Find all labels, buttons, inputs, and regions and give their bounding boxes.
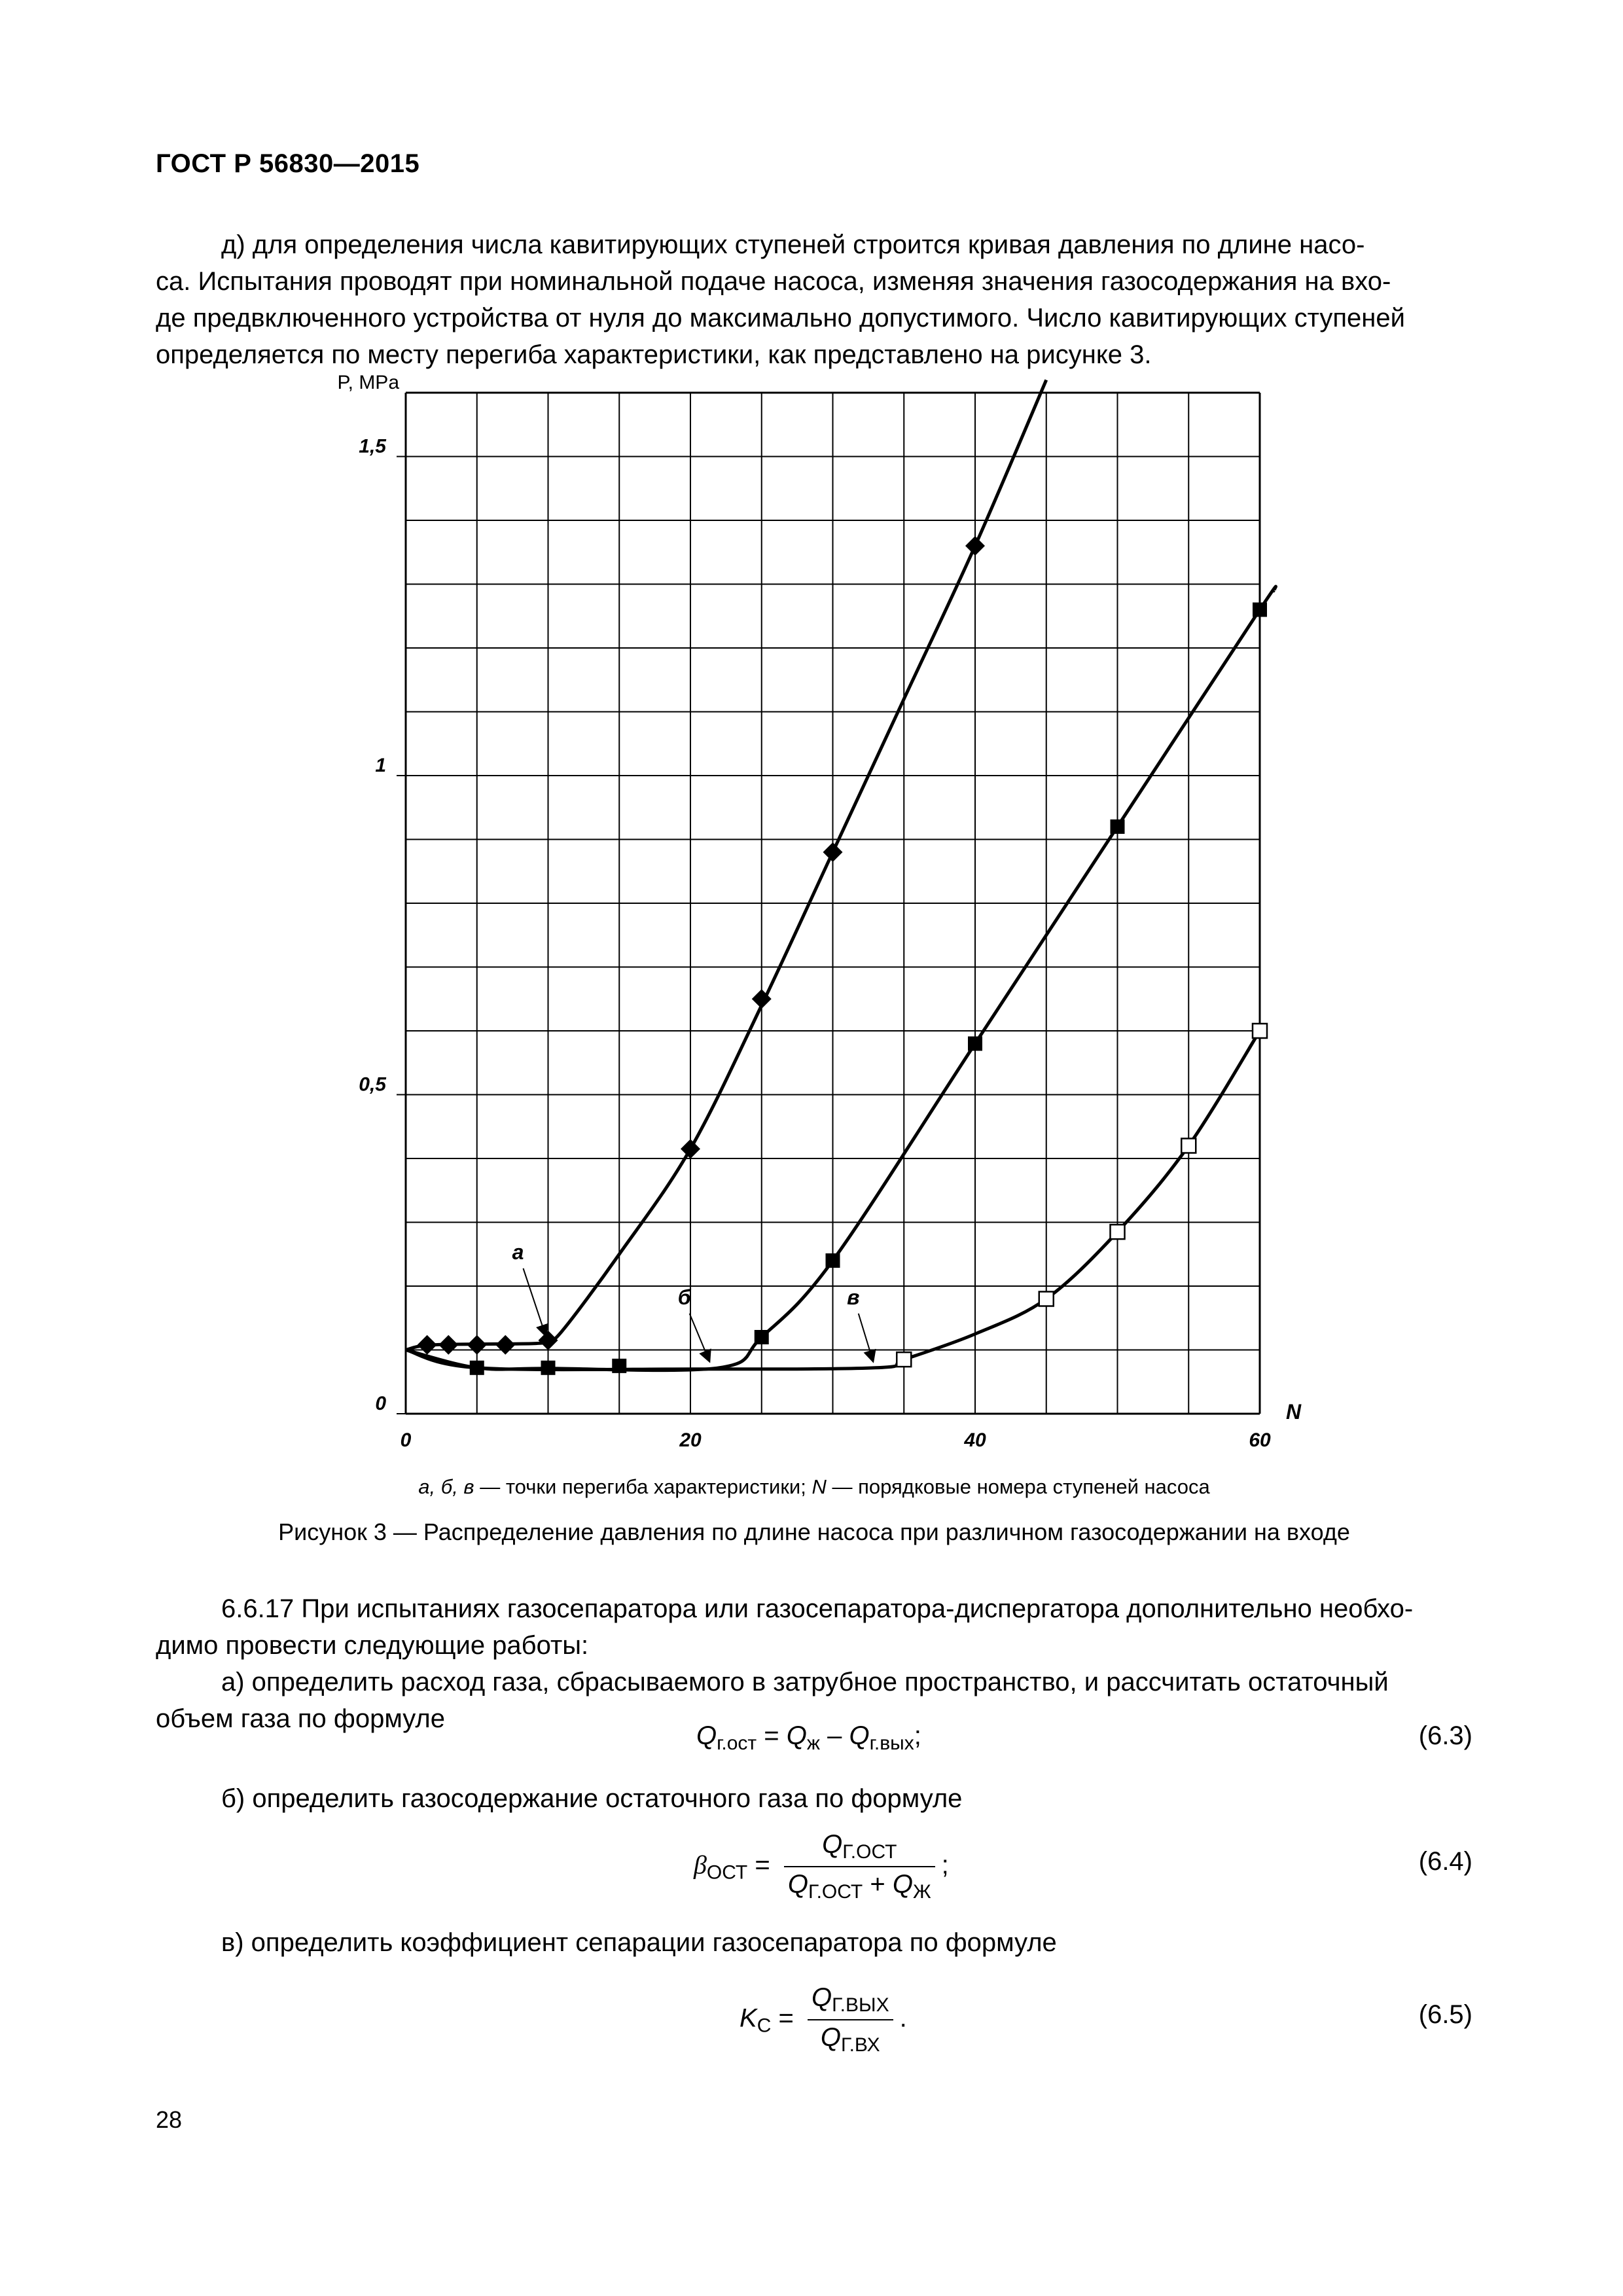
y-tick-label: 1,5 xyxy=(359,435,386,457)
paragraph-6-6-17 xyxy=(156,1590,1472,1737)
filled-square-marker xyxy=(541,1361,556,1375)
annotation-arrow xyxy=(859,1314,873,1361)
open-square-marker xyxy=(1253,1024,1267,1038)
formula-6-3-b: Q xyxy=(849,1721,870,1750)
paragraph-d-line-1: д) для определения числа кавитирующих ступеней строится кривая давления по длине насо- xyxy=(221,230,1365,259)
formula-6-5-lhs-sub: С xyxy=(757,2015,772,2037)
formula-6-5-num-q: Q xyxy=(811,1983,832,2012)
open-square-marker xyxy=(897,1352,911,1367)
series-curve-1 xyxy=(406,380,1046,1350)
diamond-marker xyxy=(495,1335,515,1355)
formula-6-3-b-sub: г.вых xyxy=(869,1732,914,1754)
formula-6-4-lhs: β xyxy=(694,1850,707,1880)
y-tick-label: 0,5 xyxy=(359,1073,386,1096)
x-tick-label: 0 xyxy=(400,1429,412,1451)
formula-6-4-num-sub: Г.ОСТ xyxy=(842,1841,897,1863)
formula-6-3-a: Q xyxy=(786,1721,807,1750)
formula-6-4-lhs-sub: ОСТ xyxy=(706,1861,748,1884)
open-square-marker xyxy=(1181,1139,1196,1153)
x-axis-label: N xyxy=(1286,1400,1302,1424)
item-a-line-2: объем газа по формуле xyxy=(156,1704,445,1733)
diamond-marker xyxy=(965,536,985,556)
formula-6-4 xyxy=(694,1830,949,1903)
annotation-label: б xyxy=(677,1285,691,1309)
formula-6-3 xyxy=(696,1721,921,1755)
filled-square-marker xyxy=(470,1361,484,1375)
legend-letters: а, б, в xyxy=(418,1475,474,1498)
equation-number-6-3: (6.3) xyxy=(1418,1721,1472,1750)
formula-6-4-den-sub2: Ж xyxy=(912,1881,931,1903)
paragraph-6617-line-1: 6.6.17 При испытаниях газосепаратора или газосепаратора-диспергатора дополнительно необхо- xyxy=(221,1594,1414,1623)
formula-6-4-eq: = xyxy=(747,1850,777,1880)
formula-6-5-eq: = xyxy=(771,2003,801,2033)
filled-square-marker xyxy=(612,1359,626,1373)
series-curve-2 xyxy=(406,586,1275,1371)
legend-n: N xyxy=(812,1475,827,1498)
open-square-marker xyxy=(1111,1225,1125,1239)
formula-6-4-den-q2: Q xyxy=(892,1870,913,1899)
filled-square-marker xyxy=(1111,819,1125,834)
y-tick-label: 0 xyxy=(375,1393,386,1414)
filled-square-marker xyxy=(968,1037,982,1051)
formula-6-3-lhs-sub: г.ост xyxy=(717,1732,757,1754)
formula-6-5-num-sub: Г.ВЫХ xyxy=(832,1994,889,2016)
formula-6-5 xyxy=(740,1983,907,2056)
formula-6-5-den-q: Q xyxy=(820,2023,842,2052)
diamond-marker xyxy=(539,1331,558,1350)
open-square-marker xyxy=(1039,1292,1054,1306)
formula-6-3-eq: = xyxy=(757,1721,787,1750)
formula-6-5-lhs: K xyxy=(740,2003,757,2033)
document-header: ГОСТ Р 56830—2015 xyxy=(156,149,420,178)
diamond-marker xyxy=(681,1139,700,1158)
page-number: 28 xyxy=(156,2106,183,2133)
y-axis-label: P, MPa xyxy=(337,372,399,393)
paragraph-d-line-2: са. Испытания проводят при номинальной подаче насоса, изменяя значения газосодержания на вхо- xyxy=(156,267,1391,296)
formula-6-4-plus: + xyxy=(863,1870,893,1899)
paragraph-d-line-4: определяется по месту перегиба характеристики, как представлено на рисунке 3. xyxy=(156,340,1152,369)
diamond-marker xyxy=(823,842,843,862)
formula-6-4-end: ; xyxy=(941,1850,949,1880)
legend-rest-text: — порядковые номера ступеней насоса xyxy=(826,1475,1210,1498)
formula-6-5-den-sub: Г.ВХ xyxy=(841,2034,880,2056)
filled-square-marker xyxy=(1253,603,1267,617)
formula-6-4-fraction xyxy=(784,1830,935,1903)
item-b xyxy=(156,1780,1472,1817)
x-tick-label: 20 xyxy=(679,1429,702,1451)
legend-dash-text: — точки перегиба характеристики; xyxy=(474,1475,812,1498)
formula-6-4-den-q1: Q xyxy=(787,1870,808,1899)
formula-6-5-fraction xyxy=(808,1983,893,2056)
chart-annotations xyxy=(512,1240,873,1361)
diamond-marker xyxy=(418,1335,437,1355)
annotation-label: в xyxy=(847,1285,860,1309)
x-tick-label: 60 xyxy=(1249,1429,1271,1451)
formula-6-4-num-q: Q xyxy=(822,1830,843,1859)
diamond-marker xyxy=(467,1335,487,1355)
equation-number-6-4: (6.4) xyxy=(1418,1847,1472,1876)
figure-caption: Рисунок 3 — Распределение давления по длине насоса при различном газосодержании на входе xyxy=(278,1518,1350,1545)
formula-6-3-lhs: Q xyxy=(696,1721,717,1750)
y-tick-label: 1 xyxy=(375,755,386,776)
figure-legend xyxy=(156,1475,1472,1499)
equation-number-6-5: (6.5) xyxy=(1418,2000,1472,2029)
x-tick-label: 40 xyxy=(964,1429,986,1451)
chart-ticks xyxy=(359,436,1271,1452)
formula-6-3-minus: – xyxy=(819,1721,849,1750)
item-c-text: в) определить коэффициент сепарации газосепаратора по формуле xyxy=(221,1928,1057,1957)
formula-6-5-end: . xyxy=(899,2003,907,2033)
annotation-arrow xyxy=(524,1268,546,1335)
annotation-label: а xyxy=(512,1240,524,1264)
paragraph-d-line-3: де предвключенного устройства от нуля до максимально допустимого. Число кавитирующих ступеней xyxy=(156,304,1405,332)
formula-6-3-end: ; xyxy=(914,1721,921,1750)
item-a-line-1: а) определить расход газа, сбрасываемого в затрубное пространство, и рассчитать остаточный xyxy=(221,1668,1389,1696)
annotation-arrow xyxy=(690,1314,709,1361)
item-b-text: б) определить газосодержание остаточного газа по формуле xyxy=(221,1784,963,1813)
filled-square-marker xyxy=(755,1330,769,1344)
diamond-marker xyxy=(438,1335,458,1355)
formula-6-3-a-sub: ж xyxy=(806,1732,820,1754)
chart-axis-labels xyxy=(338,372,1302,1424)
paragraph-6617-line-2: димо провести следующие работы: xyxy=(156,1631,589,1660)
formula-6-4-den-sub1: Г.ОСТ xyxy=(808,1881,863,1903)
filled-square-marker xyxy=(826,1253,840,1268)
item-c xyxy=(156,1924,1472,1961)
